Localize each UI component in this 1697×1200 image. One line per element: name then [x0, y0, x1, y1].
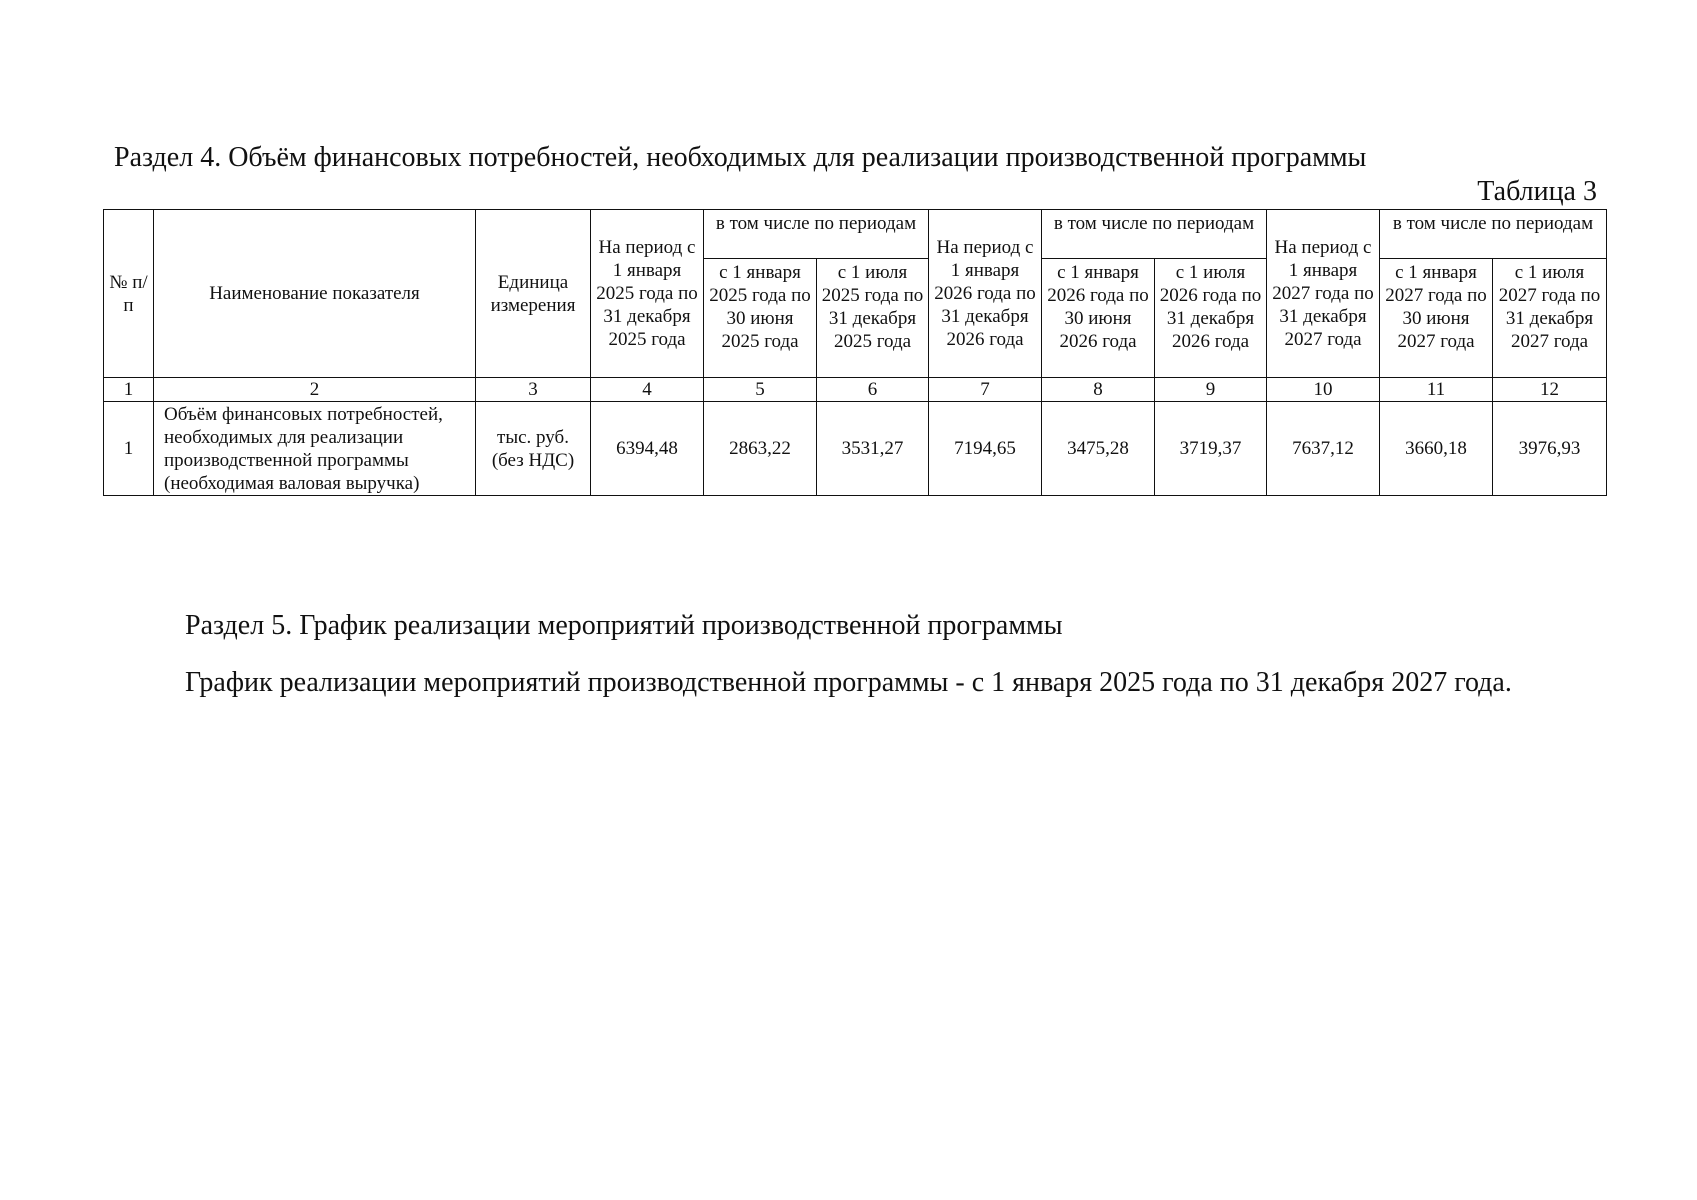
header-2025-h2: с 1 июля 2025 года по 31 декабря 2025 года — [817, 259, 929, 378]
column-number: 3 — [476, 378, 591, 402]
header-2027-h2: с 1 июля 2027 года по 31 декабря 2027 года — [1493, 259, 1607, 378]
value-2027-h1: 3660,18 — [1380, 402, 1493, 496]
header-2026-h2: с 1 июля 2026 года по 31 декабря 2026 года — [1155, 259, 1267, 378]
column-number: 4 — [591, 378, 704, 402]
header-unit: Единица измерения — [476, 210, 591, 378]
value-2027-total: 7637,12 — [1267, 402, 1380, 496]
table-label: Таблица 3 — [1477, 176, 1597, 207]
column-number: 9 — [1155, 378, 1267, 402]
value-2026-h2: 3719,37 — [1155, 402, 1267, 496]
header-period-2025-group: в том числе по периодам — [704, 210, 929, 259]
row-name: Объём финансовых потребностей, необходимых для реализации производственной программы (необходимая валовая выручка) — [154, 402, 476, 496]
section-5-title: Раздел 5. График реализации мероприятий производственной программы — [185, 610, 1063, 641]
column-number: 10 — [1267, 378, 1380, 402]
header-period-2026-group: в том числе по периодам — [1042, 210, 1267, 259]
value-2026-h1: 3475,28 — [1042, 402, 1155, 496]
row-num: 1 — [104, 402, 154, 496]
header-period-2027-group: в том числе по периодам — [1380, 210, 1607, 259]
column-number: 12 — [1493, 378, 1607, 402]
column-number: 2 — [154, 378, 476, 402]
table-row — [104, 402, 1607, 496]
column-numbers-row — [104, 378, 1607, 402]
column-number: 6 — [817, 378, 929, 402]
header-2026-h1: с 1 января 2026 года по 30 июня 2026 года — [1042, 259, 1155, 378]
value-2025-total: 6394,48 — [591, 402, 704, 496]
header-row-1 — [104, 210, 1607, 259]
header-num: № п/п — [104, 210, 154, 378]
column-number: 11 — [1380, 378, 1493, 402]
column-number: 5 — [704, 378, 817, 402]
header-period-2025-total: На период с 1 января 2025 года по 31 декабря 2025 года — [591, 210, 704, 378]
column-number: 8 — [1042, 378, 1155, 402]
header-period-2026-total: На период с 1 января 2026 года по 31 декабря 2026 года — [929, 210, 1042, 378]
column-number: 1 — [104, 378, 154, 402]
value-2025-h1: 2863,22 — [704, 402, 817, 496]
value-2026-total: 7194,65 — [929, 402, 1042, 496]
value-2027-h2: 3976,93 — [1493, 402, 1607, 496]
header-2025-h1: с 1 января 2025 года по 30 июня 2025 года — [704, 259, 817, 378]
header-period-2027-total: На период с 1 января 2027 года по 31 декабря 2027 года — [1267, 210, 1380, 378]
row-unit: тыс. руб. (без НДС) — [476, 402, 591, 496]
value-2025-h2: 3531,27 — [817, 402, 929, 496]
section-5-text: График реализации мероприятий производственной программы - с 1 января 2025 года по 31 декабря 2027 года. — [185, 667, 1512, 698]
header-name: Наименование показателя — [154, 210, 476, 378]
financial-needs-table — [103, 209, 1607, 496]
header-2027-h1: с 1 января 2027 года по 30 июня 2027 года — [1380, 259, 1493, 378]
column-number: 7 — [929, 378, 1042, 402]
section-4-title: Раздел 4. Объём финансовых потребностей, необходимых для реализации производственной программы — [114, 142, 1367, 173]
